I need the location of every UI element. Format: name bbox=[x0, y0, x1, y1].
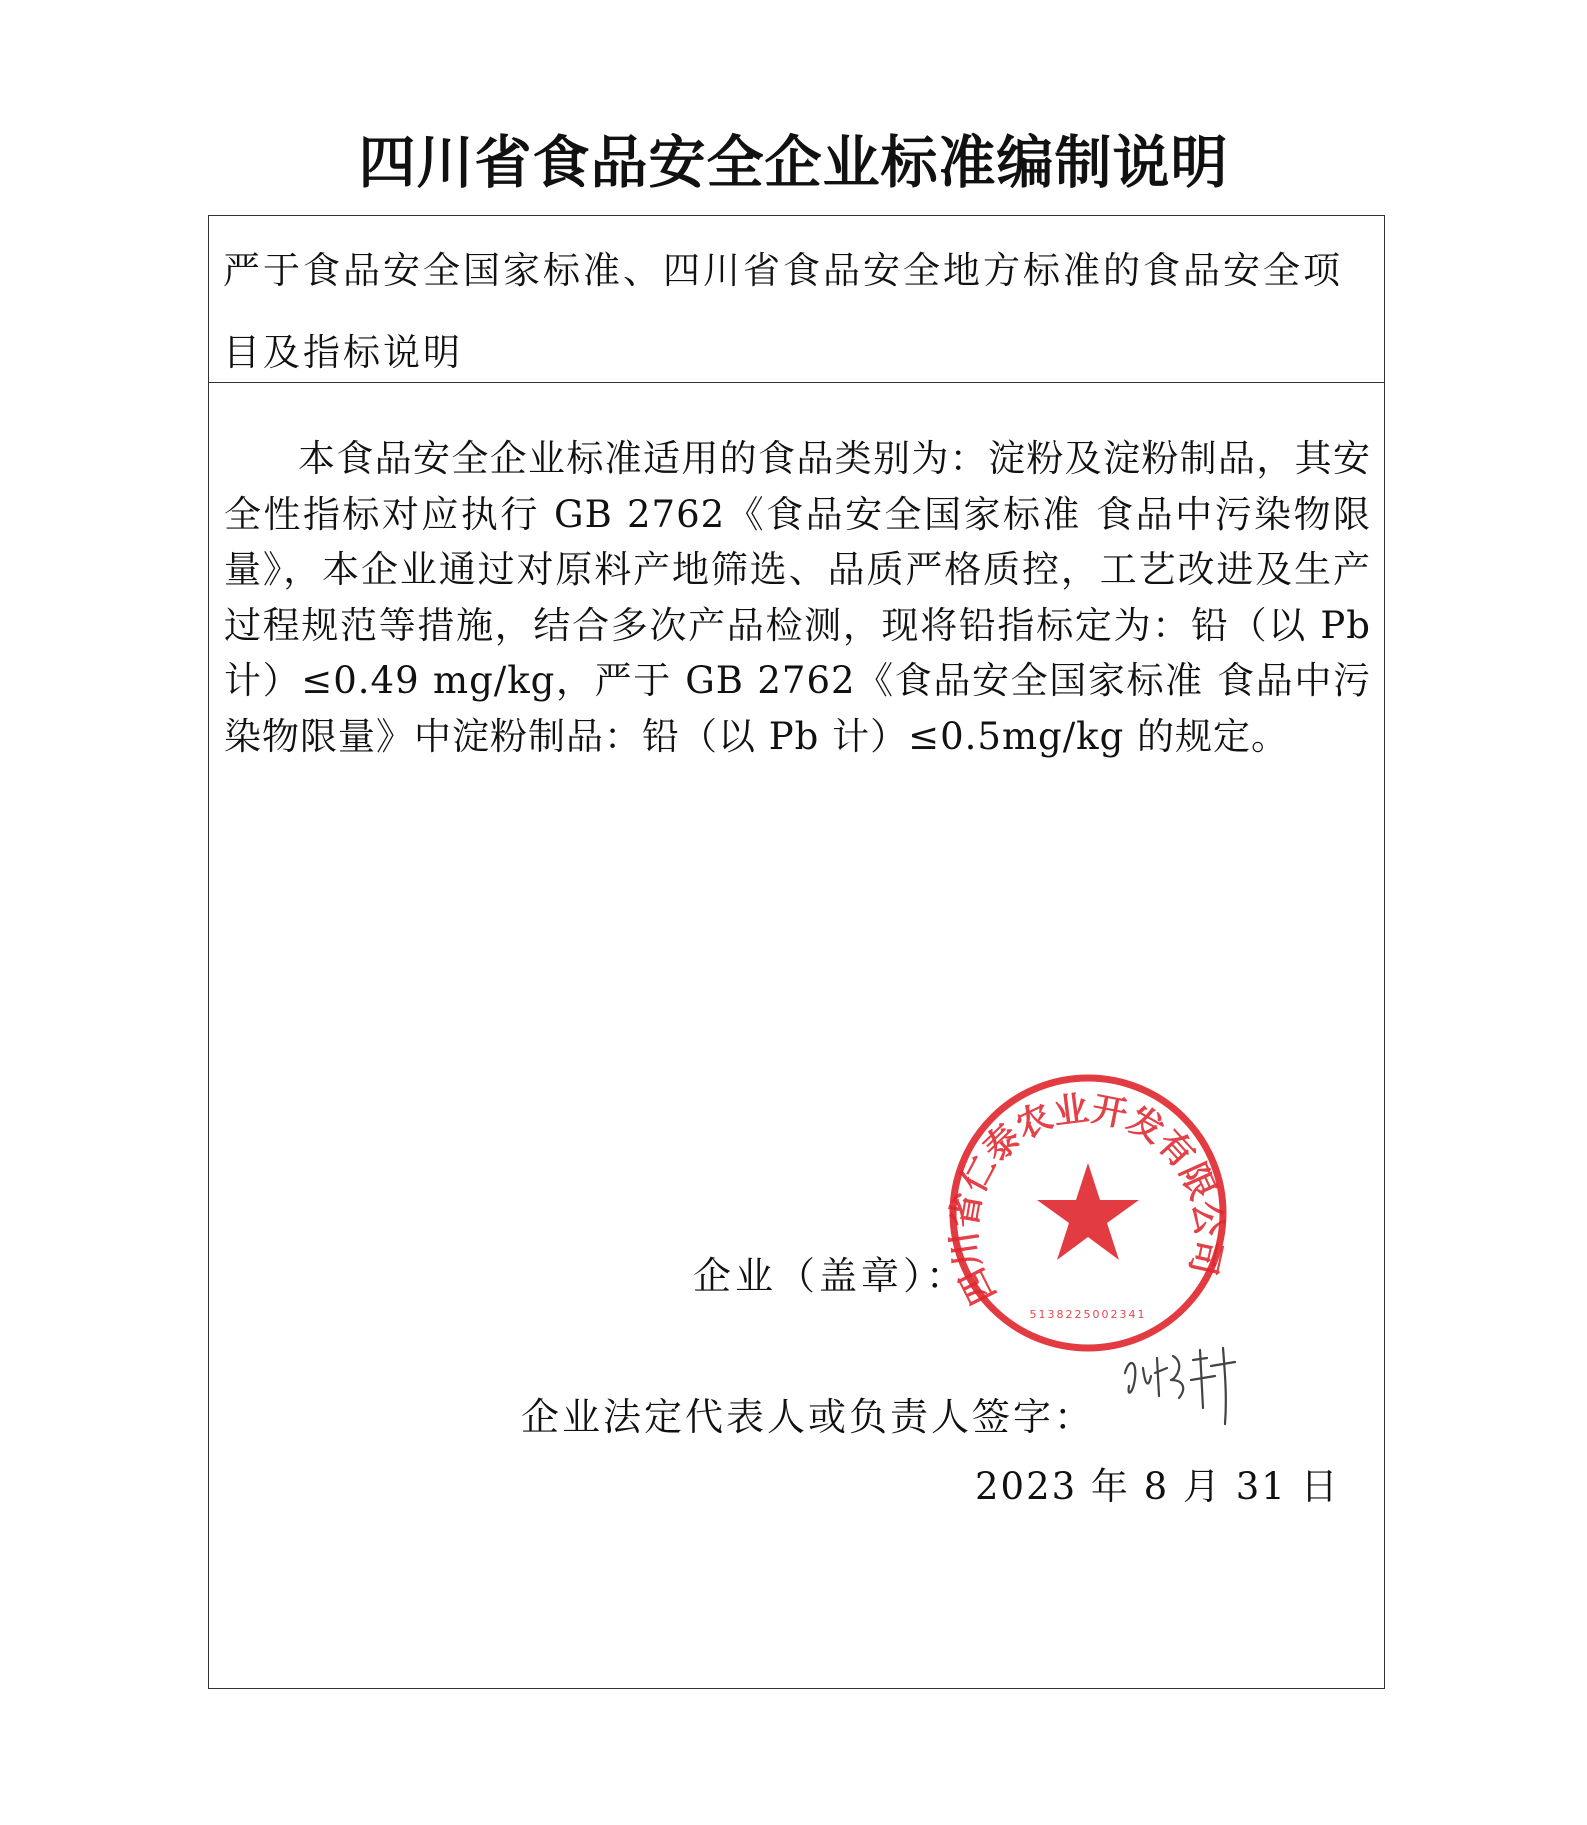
page-title: 四川省食品安全企业标准编制说明 bbox=[358, 130, 1229, 196]
explanation-paragraph: 本食品安全企业标准适用的食品类别为：淀粉及淀粉制品，其安全性指标对应执行 GB 2762《食品安全国家标准 食品中污染物限量》，本企业通过对原料产地筛选、品质严格质控，工艺改进及生产过程规范等措施，结合多次产品检测，现将铅指标定为：铅（以 Pb 计）≤0.49 mg/kg，严于 GB 2762《食品安全国家标准 食品中污染物限量》中淀粉制品：铅（以 Pb 计）≤0.5mg/kg 的规定。 bbox=[224, 437, 1371, 758]
section-header-text: 严于食品安全国家标准、四川省食品安全地方标准的食品安全项目及指标说明 bbox=[223, 249, 1343, 374]
seal-label: 企业（盖章）： bbox=[693, 1254, 969, 1298]
seal-serial-number: 5138225002341 bbox=[1029, 1308, 1147, 1321]
section-header bbox=[209, 216, 1384, 383]
handwritten-signature bbox=[1115, 1328, 1275, 1428]
signature-label: 企业法定代表人或负责人签字： bbox=[521, 1395, 1096, 1439]
star-icon bbox=[1037, 1163, 1139, 1260]
document-date: 2023 年 8 月 31 日 bbox=[975, 1465, 1340, 1508]
seal-company-name: 四川省仁泰农业开发有限公司 bbox=[944, 1089, 1229, 1311]
company-seal bbox=[943, 1068, 1233, 1358]
